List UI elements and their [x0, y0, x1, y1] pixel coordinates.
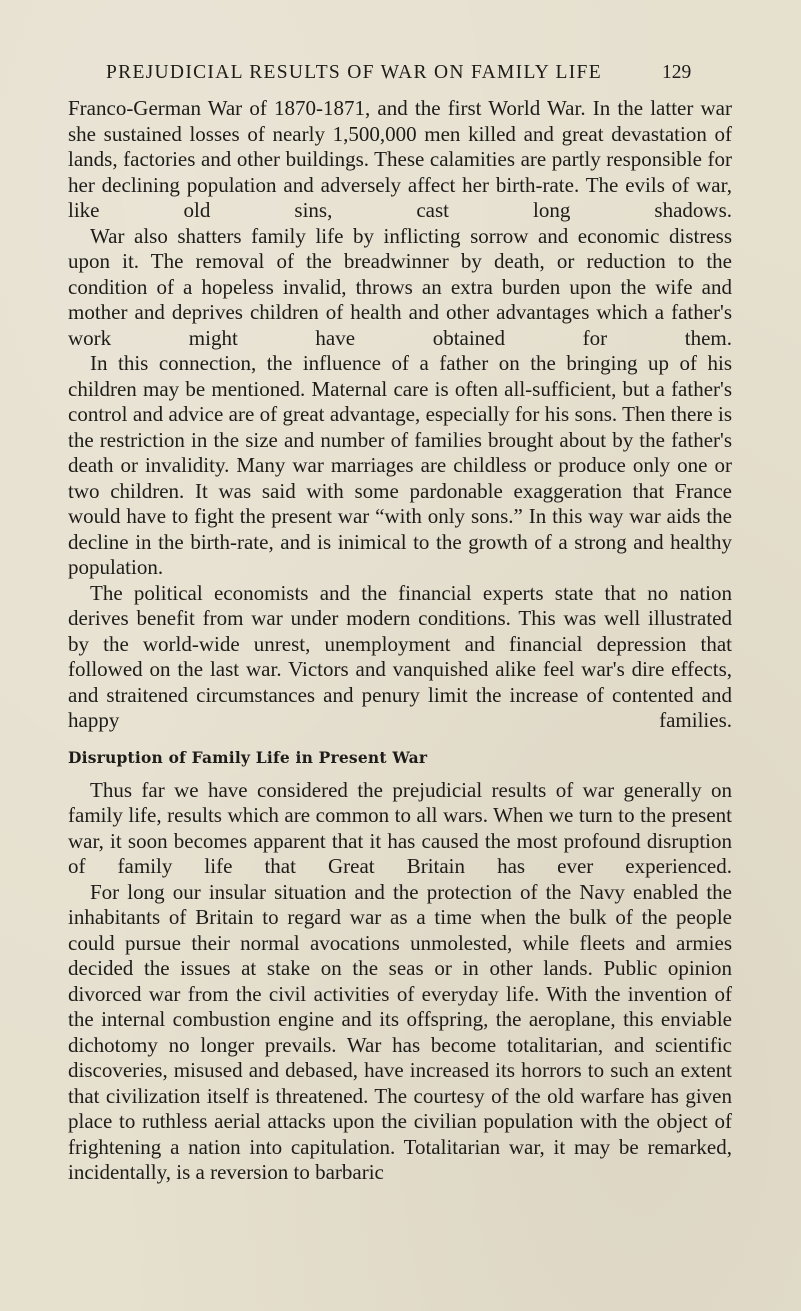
paragraph-economists: The political economists and the financial experts state that no nation derives benefit from war under modern conditions. This was well illustrated by the world-wide unrest, unemployment and financial depression that followed on the last war. Victors and vanquished alike feel war's dire effects, and straitened circumstances and penury limit the increase of contented and happy families. — [68, 580, 732, 732]
paragraph-war-shatters-family: War also shatters family life by inflicting sorrow and economic distress upon it. The removal of the breadwinner by death, or reduction to the condition of a hopeless invalid, throws an extra burden upon the wife and mother and deprives children of health and other advantages which a father's work might have obtained for them. — [68, 223, 732, 350]
paragraph-thus-far: Thus far we have considered the prejudicial results of war generally on family life, results which are common to all wars. When we turn to the present war, it soon becomes apparent that it has caused the most profound disruption of family life that Great Britain has ever experienced. — [68, 777, 732, 878]
running-head — [0, 62, 801, 88]
page-number: 129 — [662, 62, 692, 83]
paragraph-father-influence: In this connection, the influence of a father on the bringing up of his children may be mentioned. Maternal care is often all-sufficient, but a father's control and advice are of great advantage, especially for his sons. Then there is the restriction in the size and number of families brought about by the father's death or invalidity. Many war marriages are childless or produce only one or two children. It was said with some pardonable exaggeration that France would have to fight the present war “with only sons.” In this way war aids the decline in the birth-rate, and is inimical to the growth of a strong and healthy population. — [68, 351, 732, 579]
running-title: PREJUDICIAL RESULTS OF WAR ON FAMILY LIFE — [106, 62, 602, 83]
paragraph-insular-situation: For long our insular situation and the protection of the Navy enabled the inhabitants of Britain to regard war as a time when the bulk of the people could pursue their normal avocations unmolested, while fleets and armies decided the issues at stake on the seas or in other lands. Public opinion divorced war from the civil activities of everyday life. With the invention of the internal combustion engine and its offspring, the aeroplane, this enviable dichotomy no longer prevails. War has become totalitarian, and scientific discoveries, misused and debased, have increased its horrors to such an extent that civilization itself is threatened. The courtesy of the old warfare has given place to ruthless aerial attacks upon the civilian population with the object of frightening a nation into capitulation. Totalitarian war, it may be remarked, incidentally, is a reversion to barbaric — [68, 879, 732, 1184]
section-heading: Disruption of Family Life in Present War — [68, 747, 428, 767]
body-text — [68, 96, 732, 1186]
paragraph-continued: Franco-German War of 1870-1871, and the first World War. In the latter war she sustained losses of nearly 1,500,000 men killed and great devastation of lands, factories and other buildings. These calamities are partly responsible for her declining population and adversely affect her birth-rate. The evils of war, like old sins, cast long shadows. — [68, 96, 732, 222]
